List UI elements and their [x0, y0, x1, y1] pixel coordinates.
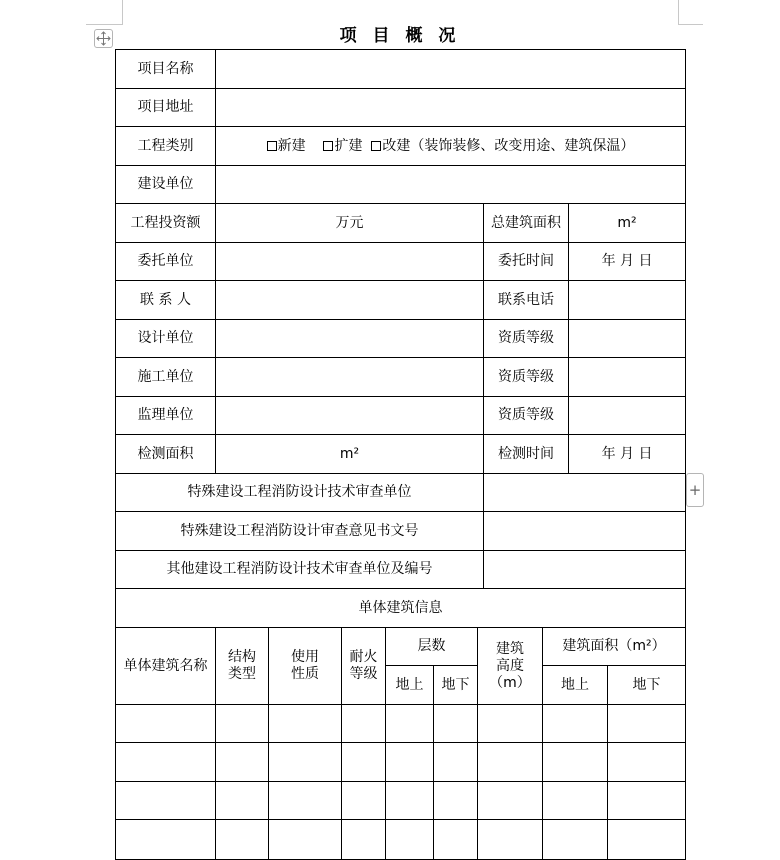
cell-fire-rating[interactable] [342, 705, 386, 743]
header-floors-below: 地下 [434, 666, 478, 705]
building-data-row [116, 782, 686, 820]
cell-area-above[interactable] [543, 743, 608, 782]
label-contact: 联 系 人 [116, 281, 216, 320]
option-expand-label: 扩建 [334, 137, 363, 154]
value-supervision-unit[interactable] [216, 397, 484, 435]
cell-area-above[interactable] [543, 705, 608, 743]
header-building-area: 建筑面积（m²） [543, 628, 686, 666]
header-building-name: 单体建筑名称 [116, 628, 216, 705]
building-data-row [116, 820, 686, 860]
option-new-label: 新建 [277, 137, 306, 154]
value-supervision-qualification[interactable] [569, 397, 686, 435]
section-heading-single-building: 单体建筑信息 [116, 589, 686, 628]
label-design-qualification: 资质等级 [484, 320, 569, 358]
cell-building-name[interactable] [116, 705, 216, 743]
checkbox-icon [267, 141, 277, 151]
value-project-name[interactable] [216, 50, 686, 89]
label-supervision-qualification: 资质等级 [484, 397, 569, 435]
row-supervision-unit [116, 397, 686, 435]
header-floors: 层数 [386, 628, 478, 666]
label-total-area: 总建筑面积 [484, 204, 569, 243]
label-project-name: 项目名称 [116, 50, 216, 89]
row-construction-company [116, 358, 686, 397]
page-corner-top-left [86, 0, 123, 25]
table-move-handle[interactable] [94, 29, 113, 48]
value-design-qualification[interactable] [569, 320, 686, 358]
building-data-row [116, 743, 686, 782]
row-special-review-unit [116, 474, 686, 512]
row-project-name [116, 50, 686, 89]
add-column-button[interactable] [686, 473, 704, 507]
header-structure-type: 结构 类型 [216, 628, 269, 705]
row-contact [116, 281, 686, 320]
value-other-review-unit[interactable] [484, 551, 686, 589]
cell-structure-type[interactable] [216, 705, 269, 743]
cell-building-name[interactable] [116, 782, 216, 820]
cell-building-height[interactable] [478, 743, 543, 782]
cell-area-below[interactable] [608, 705, 686, 743]
label-supervision-unit: 监理单位 [116, 397, 216, 435]
plus-icon: + [688, 480, 702, 499]
checkbox-icon [323, 141, 333, 151]
label-inspection-time: 检测时间 [484, 435, 569, 474]
row-inspection [116, 435, 686, 474]
label-project-category: 工程类别 [116, 127, 216, 166]
cell-floors-above[interactable] [386, 743, 434, 782]
cell-fire-rating[interactable] [342, 820, 386, 860]
cell-floors-above[interactable] [386, 820, 434, 860]
label-construction-qualification: 资质等级 [484, 358, 569, 397]
label-entrust-time: 委托时间 [484, 243, 569, 281]
checkbox-icon [371, 141, 381, 151]
building-data-row [116, 705, 686, 743]
value-inspection-time[interactable]: 年 月 日 [569, 435, 686, 474]
cell-structure-type[interactable] [216, 820, 269, 860]
option-renovate-label: 改建（装饰装修、改变用途、建筑保温） [382, 137, 635, 154]
cell-area-above[interactable] [543, 820, 608, 860]
cell-usage[interactable] [269, 743, 342, 782]
cell-floors-below[interactable] [434, 705, 478, 743]
row-single-building-info [116, 589, 686, 628]
value-special-review-doc[interactable] [484, 512, 686, 551]
page-corner-top-right [678, 0, 703, 25]
header-building-height: 建筑 高度 （m） [478, 628, 543, 705]
header-floors-above: 地上 [386, 666, 434, 705]
row-other-review-unit [116, 551, 686, 589]
cell-floors-above[interactable] [386, 705, 434, 743]
cell-building-height[interactable] [478, 820, 543, 860]
page-title: 项 目 概 况 [339, 26, 461, 46]
row-construction-unit [116, 166, 686, 204]
cell-usage[interactable] [269, 820, 342, 860]
cell-structure-type[interactable] [216, 782, 269, 820]
label-design-unit: 设计单位 [116, 320, 216, 358]
checkbox-new[interactable] [267, 138, 306, 154]
value-project-category [216, 127, 686, 166]
label-other-review-unit: 其他建设工程消防设计技术审查单位及编号 [116, 551, 484, 589]
cell-floors-below[interactable] [434, 782, 478, 820]
cell-structure-type[interactable] [216, 743, 269, 782]
cell-area-above[interactable] [543, 782, 608, 820]
checkbox-expand[interactable] [323, 138, 362, 154]
cell-building-height[interactable] [478, 782, 543, 820]
label-construction-unit: 建设单位 [116, 166, 216, 204]
row-special-review-doc [116, 512, 686, 551]
cell-area-below[interactable] [608, 743, 686, 782]
checkbox-renovate[interactable] [371, 138, 634, 154]
header-area-above: 地上 [543, 666, 608, 705]
cell-usage[interactable] [269, 705, 342, 743]
cell-building-height[interactable] [478, 705, 543, 743]
row-design-unit [116, 320, 686, 358]
cell-building-name[interactable] [116, 743, 216, 782]
building-header-row-1 [116, 628, 686, 666]
row-project-category [116, 127, 686, 166]
value-construction-qualification[interactable] [569, 358, 686, 397]
row-entrust [116, 243, 686, 281]
cell-fire-rating[interactable] [342, 743, 386, 782]
value-total-area[interactable]: m² [569, 204, 686, 243]
value-investment[interactable]: 万元 [216, 204, 484, 243]
move-arrows-icon [95, 30, 112, 47]
value-construction-unit[interactable] [216, 166, 686, 204]
cell-floors-below[interactable] [434, 820, 478, 860]
header-usage: 使用 性质 [269, 628, 342, 705]
label-entrust-unit: 委托单位 [116, 243, 216, 281]
value-project-address[interactable] [216, 89, 686, 127]
cell-area-below[interactable] [608, 782, 686, 820]
row-investment [116, 204, 686, 243]
cell-floors-above[interactable] [386, 782, 434, 820]
row-project-address [116, 89, 686, 127]
cell-fire-rating[interactable] [342, 782, 386, 820]
value-contact[interactable] [216, 281, 484, 320]
label-contact-phone: 联系电话 [484, 281, 569, 320]
value-entrust-unit[interactable] [216, 243, 484, 281]
header-fire-rating: 耐火 等级 [342, 628, 386, 705]
cell-floors-below[interactable] [434, 743, 478, 782]
label-project-address: 项目地址 [116, 89, 216, 127]
value-contact-phone[interactable] [569, 281, 686, 320]
value-design-unit[interactable] [216, 320, 484, 358]
cell-area-below[interactable] [608, 820, 686, 860]
label-investment: 工程投资额 [116, 204, 216, 243]
project-overview-table [115, 49, 686, 860]
label-special-review-doc: 特殊建设工程消防设计审查意见书文号 [116, 512, 484, 551]
cell-usage[interactable] [269, 782, 342, 820]
value-construction-company[interactable] [216, 358, 484, 397]
cell-building-name[interactable] [116, 820, 216, 860]
value-special-review-unit[interactable] [484, 474, 686, 512]
label-special-review-unit: 特殊建设工程消防设计技术审查单位 [116, 474, 484, 512]
header-area-below: 地下 [608, 666, 686, 705]
value-inspection-area[interactable]: m² [216, 435, 484, 474]
label-construction-company: 施工单位 [116, 358, 216, 397]
label-inspection-area: 检测面积 [116, 435, 216, 474]
value-entrust-time[interactable]: 年 月 日 [569, 243, 686, 281]
